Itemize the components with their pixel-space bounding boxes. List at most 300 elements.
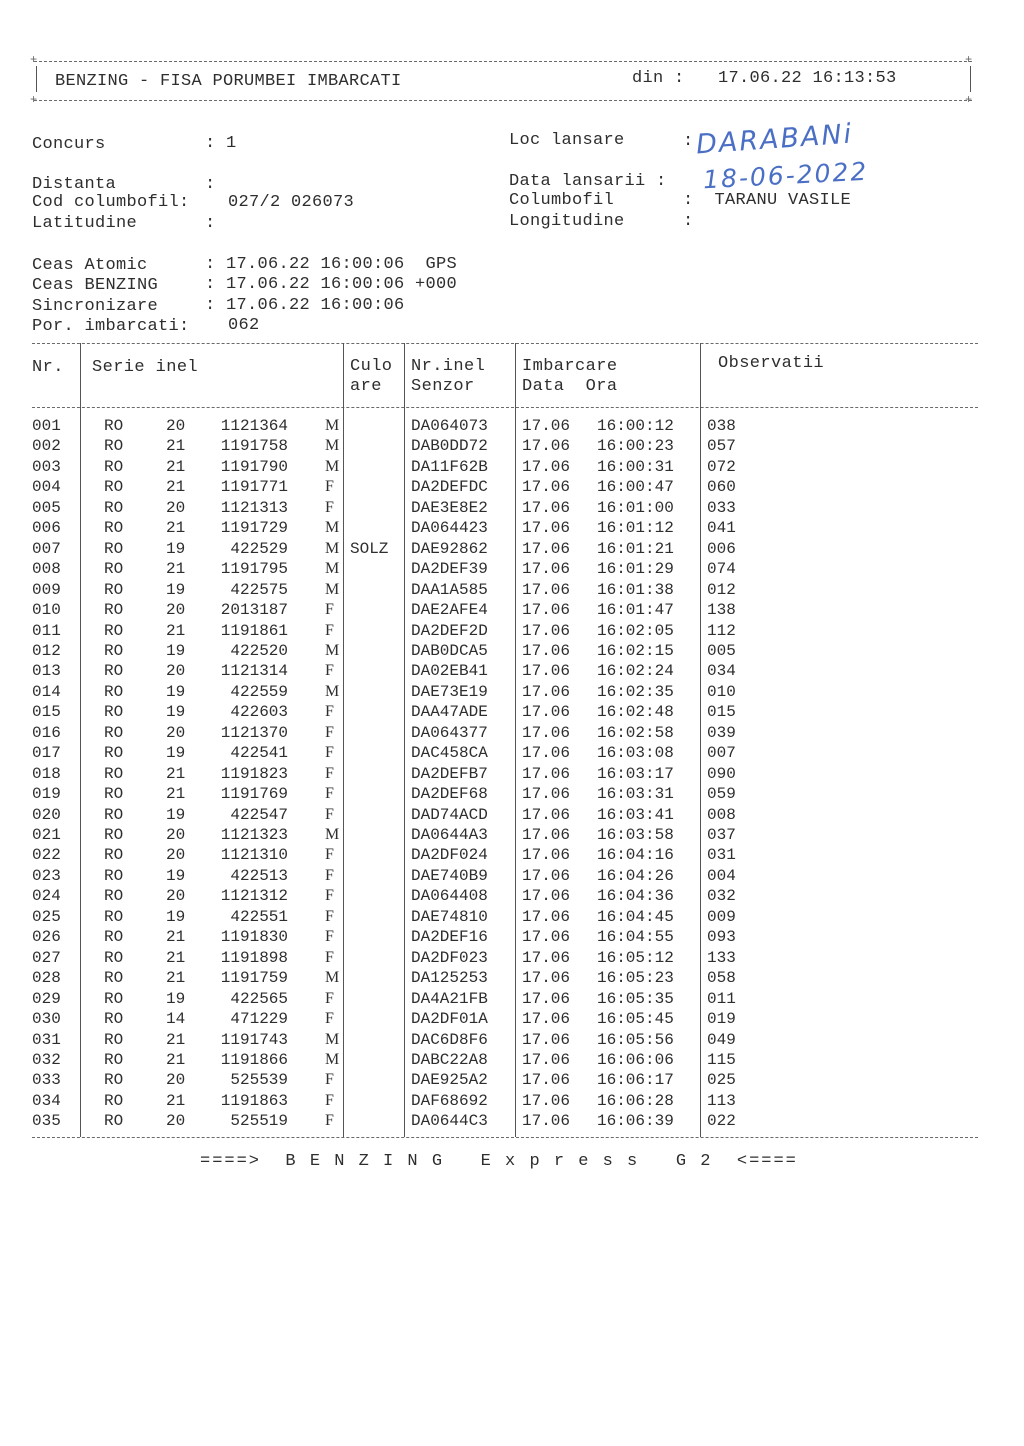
row-date: 17.06: [522, 1071, 571, 1090]
row-time: 16:02:15: [597, 641, 674, 660]
row-country: RO: [104, 846, 124, 865]
row-time: 16:05:35: [597, 989, 674, 1008]
row-year: 21: [166, 621, 186, 640]
row-nr: 012: [32, 641, 61, 660]
table-row: [0, 1030, 736, 1050]
row-nr: 004: [32, 478, 61, 497]
row-year: 20: [166, 601, 186, 620]
sincronizare-label: Sincronizare: [32, 297, 159, 316]
row-ring: 1191823: [220, 764, 288, 783]
row-time: 16:05:45: [597, 1010, 674, 1029]
row-country: RO: [104, 948, 124, 967]
row-year: 20: [166, 846, 186, 865]
row-time: 16:05:12: [597, 948, 674, 967]
row-year: 21: [166, 764, 186, 783]
row-year: 19: [166, 580, 186, 599]
row-year: 19: [166, 907, 186, 926]
row-country: RO: [104, 887, 124, 906]
row-obs: 033: [707, 498, 736, 517]
row-date: 17.06: [522, 948, 571, 967]
por-imbarcati-value: 062: [228, 316, 260, 335]
footer-banner: ====> B E N Z I N G E x p r e s s G 2 <====: [200, 1152, 798, 1171]
row-sex: M: [325, 457, 340, 475]
row-sensor: DA2DEF2D: [411, 621, 488, 640]
row-country: RO: [104, 539, 124, 558]
row-ring: 1191866: [220, 1050, 288, 1069]
table-row: [0, 845, 736, 865]
row-ring: 422565: [230, 989, 288, 1008]
table-row: [0, 805, 736, 825]
row-year: 20: [166, 417, 186, 435]
row-date: 17.06: [522, 969, 571, 988]
row-date: 17.06: [522, 580, 571, 599]
row-nr: 032: [32, 1050, 61, 1069]
table-border-bottom: [32, 1137, 978, 1138]
row-sex: M: [325, 641, 340, 659]
row-ring: 1191795: [220, 560, 288, 579]
por-imbarcati-label: Por. imbarcati:: [32, 317, 190, 336]
column-header-serie: Serie inel: [92, 358, 199, 377]
row-nr: 021: [32, 826, 61, 844]
row-ring: 1191729: [220, 519, 288, 538]
row-sensor: DAB0DCA5: [411, 641, 488, 660]
row-country: RO: [104, 662, 124, 681]
row-sensor: DAE74810: [411, 907, 488, 926]
row-nr: 026: [32, 928, 61, 947]
data-lansarii-label: Data lansarii :: [509, 172, 667, 191]
row-sensor: DAF68692: [411, 1091, 488, 1110]
row-country: RO: [104, 907, 124, 926]
row-country: RO: [104, 498, 124, 517]
table-row: [0, 886, 736, 906]
row-year: 20: [166, 662, 186, 681]
row-date: 17.06: [522, 478, 571, 497]
row-date: 17.06: [522, 703, 571, 722]
column-header-culoare-line1: Culo: [350, 357, 393, 376]
row-sex: M: [325, 560, 340, 578]
table-row: [0, 743, 736, 763]
row-date: 17.06: [522, 1091, 571, 1110]
row-country: RO: [104, 928, 124, 947]
row-country: RO: [104, 641, 124, 660]
table-row: [0, 477, 736, 497]
row-obs: 138: [707, 601, 736, 620]
row-date: 17.06: [522, 805, 571, 824]
table-row: [0, 1091, 736, 1111]
row-nr: 027: [32, 948, 61, 967]
row-obs: 072: [707, 457, 736, 476]
row-sex: M: [325, 519, 340, 537]
row-time: 16:02:58: [597, 723, 674, 742]
row-year: 21: [166, 437, 186, 456]
row-year: 21: [166, 969, 186, 988]
row-date: 17.06: [522, 662, 571, 681]
row-country: RO: [104, 621, 124, 640]
row-year: 19: [166, 539, 186, 558]
row-nr: 008: [32, 560, 61, 579]
row-time: 16:06:28: [597, 1091, 674, 1110]
row-obs: 007: [707, 744, 736, 763]
row-year: 20: [166, 498, 186, 517]
row-nr: 031: [32, 1030, 61, 1049]
row-obs: 019: [707, 1010, 736, 1029]
row-obs: 059: [707, 785, 736, 804]
row-year: 21: [166, 785, 186, 804]
row-year: 19: [166, 989, 186, 1008]
cod-columbofil-value: 027/2 026073: [228, 193, 355, 212]
row-ring: 1121313: [220, 498, 288, 517]
row-sensor: DAE3E8E2: [411, 498, 488, 517]
row-time: 16:06:06: [597, 1050, 674, 1069]
row-obs: 011: [707, 989, 736, 1008]
row-date: 17.06: [522, 1050, 571, 1069]
row-ring: 1191863: [220, 1091, 288, 1110]
row-ring: 1191898: [220, 948, 288, 967]
distanta-value: :: [205, 175, 216, 194]
row-sensor: DA064377: [411, 723, 488, 742]
row-sex: F: [325, 887, 334, 905]
table-row: [0, 518, 736, 538]
column-header-nrinel-line2: Senzor: [411, 377, 475, 396]
row-sensor: DA11F62B: [411, 457, 488, 476]
row-country: RO: [104, 1071, 124, 1090]
row-time: 16:01:29: [597, 560, 674, 579]
row-obs: 034: [707, 662, 736, 681]
cod-columbofil-label: Cod columbofil:: [32, 193, 190, 212]
row-sensor: DAE92862: [411, 539, 488, 558]
row-time: 16:04:55: [597, 928, 674, 947]
row-sensor: DA02EB41: [411, 662, 488, 681]
distanta-label: Distanta: [32, 175, 117, 194]
longitudine-label: Longitudine: [509, 212, 625, 231]
row-year: 20: [166, 826, 186, 844]
row-sensor: DA2DEFB7: [411, 764, 488, 783]
row-sensor: DAC6D8F6: [411, 1030, 488, 1049]
row-time: 16:00:47: [597, 478, 674, 497]
row-ring: 422547: [230, 805, 288, 824]
row-nr: 028: [32, 969, 61, 988]
row-obs: 012: [707, 580, 736, 599]
row-time: 16:02:35: [597, 682, 674, 701]
row-sensor: DABC22A8: [411, 1050, 488, 1069]
row-nr: 011: [32, 621, 61, 640]
row-time: 16:03:58: [597, 826, 674, 844]
row-time: 16:00:23: [597, 437, 674, 456]
row-obs: 057: [707, 437, 736, 456]
row-ring: 422513: [230, 866, 288, 885]
loc-lansare-label: Loc lansare: [509, 131, 625, 150]
row-sensor: DA2DEF16: [411, 928, 488, 947]
row-date: 17.06: [522, 601, 571, 620]
row-time: 16:01:12: [597, 519, 674, 538]
row-ring: 422520: [230, 641, 288, 660]
row-time: 16:02:05: [597, 621, 674, 640]
row-color: SOLZ: [350, 539, 389, 558]
column-header-imbarcare-line1: Imbarcare: [522, 357, 618, 376]
row-sensor: DA2DF024: [411, 846, 488, 865]
loc-lansare-handwritten: DARABANi: [695, 118, 855, 161]
row-country: RO: [104, 1050, 124, 1069]
table-row: [0, 989, 736, 1009]
row-sensor: DAE2AFE4: [411, 601, 488, 620]
row-date: 17.06: [522, 989, 571, 1008]
row-ring: 422603: [230, 703, 288, 722]
row-year: 19: [166, 866, 186, 885]
table-row: [0, 580, 736, 600]
row-country: RO: [104, 580, 124, 599]
row-date: 17.06: [522, 457, 571, 476]
row-nr: 006: [32, 519, 61, 538]
row-sensor: DAA1A585: [411, 580, 488, 599]
row-time: 16:03:17: [597, 764, 674, 783]
row-sensor: DAE740B9: [411, 866, 488, 885]
row-sex: F: [325, 785, 334, 803]
row-nr: 034: [32, 1091, 61, 1110]
row-country: RO: [104, 866, 124, 885]
row-obs: 008: [707, 805, 736, 824]
ceas-benzing-label: Ceas BENZING: [32, 276, 159, 295]
row-year: 21: [166, 457, 186, 476]
columbofil-value: : TARANU VASILE: [683, 191, 852, 210]
row-date: 17.06: [522, 723, 571, 742]
row-country: RO: [104, 785, 124, 804]
row-ring: 525519: [230, 1112, 288, 1131]
table-row: [0, 682, 736, 702]
row-sex: M: [325, 826, 340, 843]
row-sex: F: [325, 989, 334, 1007]
title-corner-tr: +: [965, 53, 973, 67]
row-country: RO: [104, 437, 124, 456]
row-time: 16:03:08: [597, 744, 674, 763]
table-row: [0, 764, 736, 784]
row-sex: F: [325, 478, 334, 496]
row-time: 16:01:00: [597, 498, 674, 517]
table-row: [0, 927, 736, 947]
row-nr: 014: [32, 682, 61, 701]
row-date: 17.06: [522, 785, 571, 804]
row-ring: 1121312: [220, 887, 288, 906]
row-time: 16:04:45: [597, 907, 674, 926]
row-nr: 017: [32, 744, 61, 763]
row-sensor: DAB0DD72: [411, 437, 488, 456]
row-sex: F: [325, 1091, 334, 1109]
row-country: RO: [104, 764, 124, 783]
row-year: 21: [166, 1030, 186, 1049]
row-obs: 006: [707, 539, 736, 558]
row-sensor: DAA47ADE: [411, 703, 488, 722]
row-date: 17.06: [522, 519, 571, 538]
latitudine-value: :: [205, 214, 216, 233]
row-obs: 022: [707, 1112, 736, 1131]
longitudine-value: :: [683, 212, 694, 231]
row-sex: F: [325, 1112, 334, 1130]
table-row: [0, 723, 736, 743]
table-row: [0, 641, 736, 661]
table-row: [0, 661, 736, 681]
ceas-atomic-value: : 17.06.22 16:00:06 GPS: [205, 255, 458, 274]
row-sex: F: [325, 948, 334, 966]
table-row: [0, 907, 736, 927]
row-nr: 025: [32, 907, 61, 926]
row-date: 17.06: [522, 621, 571, 640]
row-sex: F: [325, 805, 334, 823]
row-obs: 058: [707, 969, 736, 988]
table-row: [0, 1070, 736, 1090]
row-nr: 023: [32, 866, 61, 885]
row-sensor: DAD74ACD: [411, 805, 488, 824]
row-country: RO: [104, 1010, 124, 1029]
row-ring: 1191861: [220, 621, 288, 640]
row-sensor: DA0644C3: [411, 1112, 488, 1131]
row-year: 21: [166, 928, 186, 947]
row-sex: F: [325, 703, 334, 721]
row-date: 17.06: [522, 764, 571, 783]
row-ring: 1191790: [220, 457, 288, 476]
row-country: RO: [104, 478, 124, 497]
row-ring: 422541: [230, 744, 288, 763]
row-sex: F: [325, 723, 334, 741]
row-ring: 525539: [230, 1071, 288, 1090]
row-ring: 1191758: [220, 437, 288, 456]
row-sex: F: [325, 744, 334, 762]
row-nr: 005: [32, 498, 61, 517]
row-obs: 004: [707, 866, 736, 885]
row-country: RO: [104, 723, 124, 742]
row-sex: M: [325, 969, 340, 987]
row-ring: 1191830: [220, 928, 288, 947]
document-title: BENZING - FISA PORUMBEI IMBARCATI: [55, 72, 402, 91]
title-corner-tl: +: [30, 53, 38, 67]
row-obs: 039: [707, 723, 736, 742]
table-row: [0, 1111, 736, 1131]
concurs-label: Concurs: [32, 135, 106, 154]
row-year: 20: [166, 887, 186, 906]
row-year: 21: [166, 560, 186, 579]
row-nr: 019: [32, 785, 61, 804]
row-sensor: DAC458CA: [411, 744, 488, 763]
table-row: [0, 600, 736, 620]
row-sex: F: [325, 1010, 334, 1028]
row-year: 21: [166, 519, 186, 538]
row-nr: 033: [32, 1071, 61, 1090]
row-time: 16:04:36: [597, 887, 674, 906]
row-sex: M: [325, 682, 340, 700]
row-year: 20: [166, 1071, 186, 1090]
row-obs: 112: [707, 621, 736, 640]
table-row: [0, 416, 736, 436]
row-year: 19: [166, 682, 186, 701]
row-sex: F: [325, 498, 334, 516]
table-row: [0, 968, 736, 988]
row-sex: F: [325, 846, 334, 864]
title-border-left: [36, 66, 37, 92]
row-date: 17.06: [522, 826, 571, 844]
title-border-right: [970, 66, 971, 92]
row-sex: M: [325, 539, 340, 557]
table-row: [0, 539, 736, 559]
row-ring: 471229: [230, 1010, 288, 1029]
title-corner-bl: +: [30, 93, 38, 107]
row-obs: 090: [707, 764, 736, 783]
print-datetime: 17.06.22 16:13:53: [718, 69, 897, 88]
row-ring: 1121364: [220, 417, 288, 435]
row-country: RO: [104, 560, 124, 579]
row-date: 17.06: [522, 539, 571, 558]
row-sensor: DA125253: [411, 969, 488, 988]
row-time: 16:05:56: [597, 1030, 674, 1049]
row-ring: 1121323: [220, 826, 288, 844]
table-row: [0, 866, 736, 886]
row-year: 14: [166, 1010, 186, 1029]
table-row: [0, 702, 736, 722]
row-sensor: DA064423: [411, 519, 488, 538]
column-header-imbarcare-line2: Data Ora: [522, 377, 618, 396]
row-ring: 422559: [230, 682, 288, 701]
row-sensor: DA064073: [411, 417, 488, 435]
table-row: [0, 1050, 736, 1070]
row-date: 17.06: [522, 437, 571, 456]
row-nr: 013: [32, 662, 61, 681]
row-nr: 009: [32, 580, 61, 599]
row-time: 16:06:17: [597, 1071, 674, 1090]
din-label: din :: [632, 69, 685, 88]
row-obs: 049: [707, 1030, 736, 1049]
row-nr: 024: [32, 887, 61, 906]
row-date: 17.06: [522, 498, 571, 517]
row-country: RO: [104, 417, 124, 435]
table-row: [0, 457, 736, 477]
row-sex: F: [325, 662, 334, 680]
row-date: 17.06: [522, 887, 571, 906]
row-date: 17.06: [522, 1030, 571, 1049]
row-country: RO: [104, 1112, 124, 1131]
row-country: RO: [104, 969, 124, 988]
row-sensor: DA2DF01A: [411, 1010, 488, 1029]
row-country: RO: [104, 703, 124, 722]
row-country: RO: [104, 601, 124, 620]
row-sex: F: [325, 764, 334, 782]
row-sex: F: [325, 601, 334, 619]
row-year: 20: [166, 723, 186, 742]
row-obs: 010: [707, 682, 736, 701]
row-nr: 003: [32, 457, 61, 476]
row-nr: 022: [32, 846, 61, 865]
row-nr: 018: [32, 764, 61, 783]
row-obs: 032: [707, 887, 736, 906]
column-header-nrinel-line1: Nr.inel: [411, 357, 486, 376]
row-country: RO: [104, 744, 124, 763]
row-nr: 015: [32, 703, 61, 722]
row-year: 21: [166, 948, 186, 967]
row-date: 17.06: [522, 846, 571, 865]
row-nr: 001: [32, 417, 61, 435]
row-ring: 422551: [230, 907, 288, 926]
row-ring: 1121310: [220, 846, 288, 865]
row-obs: 015: [707, 703, 736, 722]
table-row: [0, 559, 736, 579]
table-row: [0, 436, 736, 456]
row-sensor: DA2DEF39: [411, 560, 488, 579]
row-date: 17.06: [522, 682, 571, 701]
table-row: [0, 948, 736, 968]
row-sensor: DA0644A3: [411, 826, 488, 844]
row-nr: 020: [32, 805, 61, 824]
row-nr: 007: [32, 539, 61, 558]
row-time: 16:02:48: [597, 703, 674, 722]
row-sensor: DA2DEFDC: [411, 478, 488, 497]
row-country: RO: [104, 1030, 124, 1049]
row-nr: 029: [32, 989, 61, 1008]
